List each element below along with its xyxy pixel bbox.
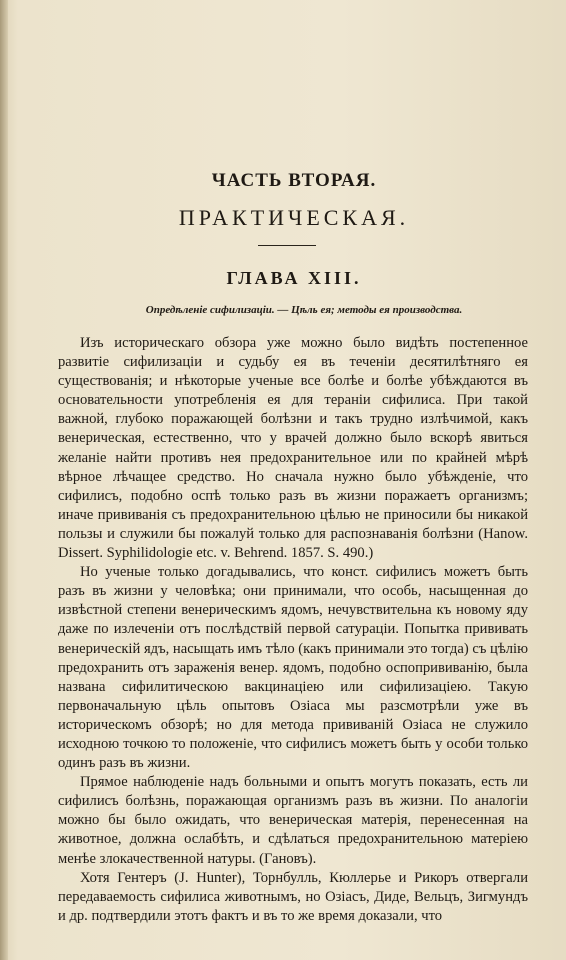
- paragraph-4: Хотя Гентеръ (J. Hunter), Торнбулль, Кюллерье и Рикоръ отвергали передаваемость сифилиса животнымъ, но Озіасъ, Диде, Вельцъ, Зигмундъ и др. подтвердили этотъ фактъ и въ то же время доказали, что: [58, 869, 528, 924]
- body-text: [58, 334, 528, 926]
- title-divider: [258, 245, 316, 246]
- chapter-summary: Опредѣленіе сифилизаціи. — Цѣль ея; методы ея производства.: [145, 304, 463, 316]
- chapter-title: ГЛАВА XIII.: [226, 268, 362, 288]
- paragraph-2: Но ученые только догадывались, что конст. сифилисъ можетъ быть разъ въ жизни у человѣка; они принимали, что особь, насыщенная до извѣстной степени венерическимъ ядомъ, нечувствительна къ новому яду даже по излеченіи отъ послѣдствій первой сатураціи. Попытка прививать венерическій ядъ, насыщать имъ тѣло (какъ принимали это тогда) съ цѣлію предохранить отъ зараженія венер. ядомъ, подобно оспопрививанію, была названа сифилитическою вакцинаціею или сифилизаціею. Такую первоначальную цѣль опытовъ Озіаса мы разсмотрѣли уже въ историческомъ обзорѣ; но для метода прививаній Озіаса не служило исходною точкою то положеніе, что сифилисъ можетъ быть у особи только одинъ разъ въ жизни.: [58, 564, 528, 772]
- part-title: ЧАСТЬ ВТОРАЯ.: [211, 170, 377, 191]
- page-spine-shadow: [0, 0, 8, 960]
- paragraph-1: Изъ историческаго обзора уже можно было видѣть постепенное развитіе сифилизаціи и судьбу ея въ теченіи десятилѣтняго ея существованія; и нѣкоторые ученые все болѣе и болѣе убѣждаются въ основательности употребленія ея для тераніи сифилиса. При такой важной, глубоко поражающей болѣзни и такъ трудно излѣчимой, какъ венерическая, естественно, что у врачей должно было вскорѣ явиться желаніе найти противъ нея предохранительное или по крайней мѣрѣ вѣрное лѣчащее средство. Но сначала нужно было убѣжденіе, что сифилисъ, подобно оспѣ только разъ въ жизни поражаетъ организмъ; иначе прививанія съ предохранительною цѣлью не приносили бы никакой пользы и служили бы пожалуй только для распознаванія болѣзни (Hanow. Dissert. Syphilidologie etc. v. Behrend. 1857. S. 490.): [58, 335, 528, 562]
- part-subtitle: ПРАКТИЧЕСКАЯ.: [178, 205, 410, 230]
- paragraph-3: Прямое наблюденіе надъ больными и опытъ могутъ показать, есть ли сифилисъ болѣзнь, поражающая организмъ разъ въ жизни. По аналогіи можно бы было ожидать, что венерическая матерія, перенесенная на животное, должна ослабѣть, и сдѣлаться предохранительною матеріею менѣе злокачественной натуры. (Гановъ).: [58, 774, 528, 867]
